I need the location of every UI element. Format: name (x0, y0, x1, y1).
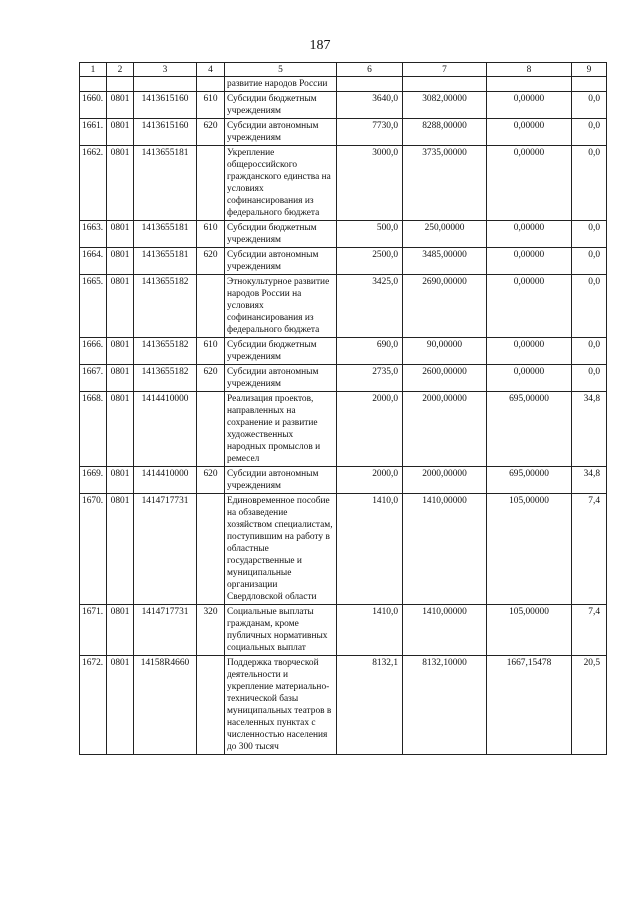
table-header-row (80, 63, 607, 77)
execution-percent-cell: 34,8 (572, 392, 607, 467)
expense-type-code-cell (197, 656, 225, 755)
refined-amount-cell: 3735,00000 (403, 146, 487, 221)
row-number-cell: 1670. (80, 494, 107, 605)
table-row (80, 77, 607, 92)
row-number-cell: 1662. (80, 146, 107, 221)
executed-amount-cell: 0,00000 (487, 146, 572, 221)
planned-amount-cell: 7730,0 (337, 119, 403, 146)
executed-amount-cell: 1667,15478 (487, 656, 572, 755)
section-code-cell: 0801 (107, 248, 134, 275)
table-body (80, 77, 607, 755)
column-header-2: 2 (107, 63, 134, 77)
expense-type-code-cell (197, 275, 225, 338)
refined-amount-cell: 3082,00000 (403, 92, 487, 119)
refined-amount-cell: 2690,00000 (403, 275, 487, 338)
planned-amount-cell: 3425,0 (337, 275, 403, 338)
row-number-cell: 1661. (80, 119, 107, 146)
row-number-cell: 1672. (80, 656, 107, 755)
target-article-code-cell: 14158R4660 (134, 656, 197, 755)
execution-percent-cell: 20,5 (572, 656, 607, 755)
row-number-cell: 1665. (80, 275, 107, 338)
row-number-cell: 1669. (80, 467, 107, 494)
planned-amount-cell: 2000,0 (337, 392, 403, 467)
target-article-code-cell: 1414717731 (134, 605, 197, 656)
row-number-cell (80, 77, 107, 92)
execution-percent-cell: 0,0 (572, 119, 607, 146)
execution-percent-cell: 7,4 (572, 605, 607, 656)
item-name-cell: Субсидии автономным учреждениям (225, 467, 337, 494)
executed-amount-cell: 0,00000 (487, 221, 572, 248)
expense-type-code-cell: 620 (197, 365, 225, 392)
refined-amount-cell: 8132,10000 (403, 656, 487, 755)
table-row (80, 221, 607, 248)
item-name-cell: Субсидии автономным учреждениям (225, 248, 337, 275)
target-article-code-cell: 1414717731 (134, 494, 197, 605)
page-number: 187 (309, 38, 331, 53)
execution-percent-cell: 7,4 (572, 494, 607, 605)
expense-type-code-cell: 620 (197, 467, 225, 494)
refined-amount-cell: 90,00000 (403, 338, 487, 365)
item-name-cell: Социальные выплаты гражданам, кроме публичных нормативных социальных выплат (225, 605, 337, 656)
row-number-cell: 1664. (80, 248, 107, 275)
target-article-code-cell: 1413655181 (134, 221, 197, 248)
row-number-cell: 1667. (80, 365, 107, 392)
table-row (80, 338, 607, 365)
execution-percent-cell: 0,0 (572, 248, 607, 275)
target-article-code-cell: 1413655182 (134, 365, 197, 392)
planned-amount-cell: 2735,0 (337, 365, 403, 392)
executed-amount-cell: 0,00000 (487, 92, 572, 119)
section-code-cell (107, 77, 134, 92)
execution-percent-cell: 34,8 (572, 467, 607, 494)
executed-amount-cell: 0,00000 (487, 338, 572, 365)
column-header-3: 3 (134, 63, 197, 77)
executed-amount-cell: 105,00000 (487, 605, 572, 656)
section-code-cell: 0801 (107, 146, 134, 221)
refined-amount-cell: 250,00000 (403, 221, 487, 248)
item-name-cell: Этнокультурное развитие народов России на условиях софинансирования из федерального бюджета (225, 275, 337, 338)
row-number-cell: 1668. (80, 392, 107, 467)
executed-amount-cell: 0,00000 (487, 119, 572, 146)
target-article-code-cell: 1413655182 (134, 338, 197, 365)
item-name-cell: Субсидии бюджетным учреждениям (225, 338, 337, 365)
section-code-cell: 0801 (107, 92, 134, 119)
budget-table (79, 62, 607, 755)
table-row (80, 392, 607, 467)
table-row (80, 146, 607, 221)
execution-percent-cell: 0,0 (572, 338, 607, 365)
target-article-code-cell: 1413655181 (134, 248, 197, 275)
expense-type-code-cell (197, 77, 225, 92)
planned-amount-cell (337, 77, 403, 92)
executed-amount-cell: 695,00000 (487, 467, 572, 494)
planned-amount-cell: 3000,0 (337, 146, 403, 221)
row-number-cell: 1666. (80, 338, 107, 365)
row-number-cell: 1663. (80, 221, 107, 248)
item-name-cell: развитие народов России (225, 77, 337, 92)
target-article-code-cell: 1413615160 (134, 119, 197, 146)
planned-amount-cell: 8132,1 (337, 656, 403, 755)
refined-amount-cell: 1410,00000 (403, 605, 487, 656)
execution-percent-cell (572, 77, 607, 92)
section-code-cell: 0801 (107, 221, 134, 248)
table-row (80, 248, 607, 275)
execution-percent-cell: 0,0 (572, 146, 607, 221)
executed-amount-cell: 0,00000 (487, 275, 572, 338)
expense-type-code-cell (197, 146, 225, 221)
section-code-cell: 0801 (107, 365, 134, 392)
executed-amount-cell: 0,00000 (487, 365, 572, 392)
section-code-cell: 0801 (107, 392, 134, 467)
execution-percent-cell: 0,0 (572, 221, 607, 248)
refined-amount-cell: 2600,00000 (403, 365, 487, 392)
item-name-cell: Субсидии автономным учреждениям (225, 365, 337, 392)
executed-amount-cell (487, 77, 572, 92)
item-name-cell: Субсидии бюджетным учреждениям (225, 221, 337, 248)
execution-percent-cell: 0,0 (572, 365, 607, 392)
column-header-1: 1 (80, 63, 107, 77)
item-name-cell: Укрепление общероссийского гражданского единства на условиях софинансирования из федерального бюджета (225, 146, 337, 221)
expense-type-code-cell: 620 (197, 248, 225, 275)
item-name-cell: Единовременное пособие на обзаведение хозяйством специалистам, поступившим на работу в областные государственные и муниципальные организации Свердловской области (225, 494, 337, 605)
refined-amount-cell: 8288,00000 (403, 119, 487, 146)
planned-amount-cell: 690,0 (337, 338, 403, 365)
table-row (80, 119, 607, 146)
column-header-5: 5 (225, 63, 337, 77)
target-article-code-cell (134, 77, 197, 92)
planned-amount-cell: 2500,0 (337, 248, 403, 275)
item-name-cell: Поддержка творческой деятельности и укрепление материально-технической базы муниципальных театров в населенных пунктах с численностью населения до 300 тысяч (225, 656, 337, 755)
expense-type-code-cell (197, 494, 225, 605)
section-code-cell: 0801 (107, 119, 134, 146)
row-number-cell: 1671. (80, 605, 107, 656)
refined-amount-cell (403, 77, 487, 92)
planned-amount-cell: 1410,0 (337, 494, 403, 605)
refined-amount-cell: 2000,00000 (403, 467, 487, 494)
executed-amount-cell: 0,00000 (487, 248, 572, 275)
table-row (80, 92, 607, 119)
expense-type-code-cell (197, 392, 225, 467)
refined-amount-cell: 2000,00000 (403, 392, 487, 467)
target-article-code-cell: 1414410000 (134, 392, 197, 467)
target-article-code-cell: 1413655182 (134, 275, 197, 338)
executed-amount-cell: 105,00000 (487, 494, 572, 605)
row-number-cell: 1660. (80, 92, 107, 119)
execution-percent-cell: 0,0 (572, 92, 607, 119)
section-code-cell: 0801 (107, 605, 134, 656)
section-code-cell: 0801 (107, 338, 134, 365)
planned-amount-cell: 2000,0 (337, 467, 403, 494)
table-row (80, 656, 607, 755)
section-code-cell: 0801 (107, 494, 134, 605)
section-code-cell: 0801 (107, 467, 134, 494)
table-row (80, 467, 607, 494)
table-row (80, 275, 607, 338)
expense-type-code-cell: 620 (197, 119, 225, 146)
refined-amount-cell: 3485,00000 (403, 248, 487, 275)
expense-type-code-cell: 610 (197, 338, 225, 365)
executed-amount-cell: 695,00000 (487, 392, 572, 467)
refined-amount-cell: 1410,00000 (403, 494, 487, 605)
execution-percent-cell: 0,0 (572, 275, 607, 338)
target-article-code-cell: 1413655181 (134, 146, 197, 221)
table-row (80, 605, 607, 656)
planned-amount-cell: 500,0 (337, 221, 403, 248)
column-header-9: 9 (572, 63, 607, 77)
item-name-cell: Субсидии бюджетным учреждениям (225, 92, 337, 119)
planned-amount-cell: 3640,0 (337, 92, 403, 119)
column-header-8: 8 (487, 63, 572, 77)
column-header-7: 7 (403, 63, 487, 77)
section-code-cell: 0801 (107, 275, 134, 338)
planned-amount-cell: 1410,0 (337, 605, 403, 656)
target-article-code-cell: 1413615160 (134, 92, 197, 119)
section-code-cell: 0801 (107, 656, 134, 755)
item-name-cell: Реализация проектов, направленных на сохранение и развитие художественных народных промыслов и ремесел (225, 392, 337, 467)
table-row (80, 365, 607, 392)
table-row (80, 494, 607, 605)
expense-type-code-cell: 610 (197, 221, 225, 248)
target-article-code-cell: 1414410000 (134, 467, 197, 494)
item-name-cell: Субсидии автономным учреждениям (225, 119, 337, 146)
column-header-6: 6 (337, 63, 403, 77)
expense-type-code-cell: 610 (197, 92, 225, 119)
column-header-4: 4 (197, 63, 225, 77)
expense-type-code-cell: 320 (197, 605, 225, 656)
